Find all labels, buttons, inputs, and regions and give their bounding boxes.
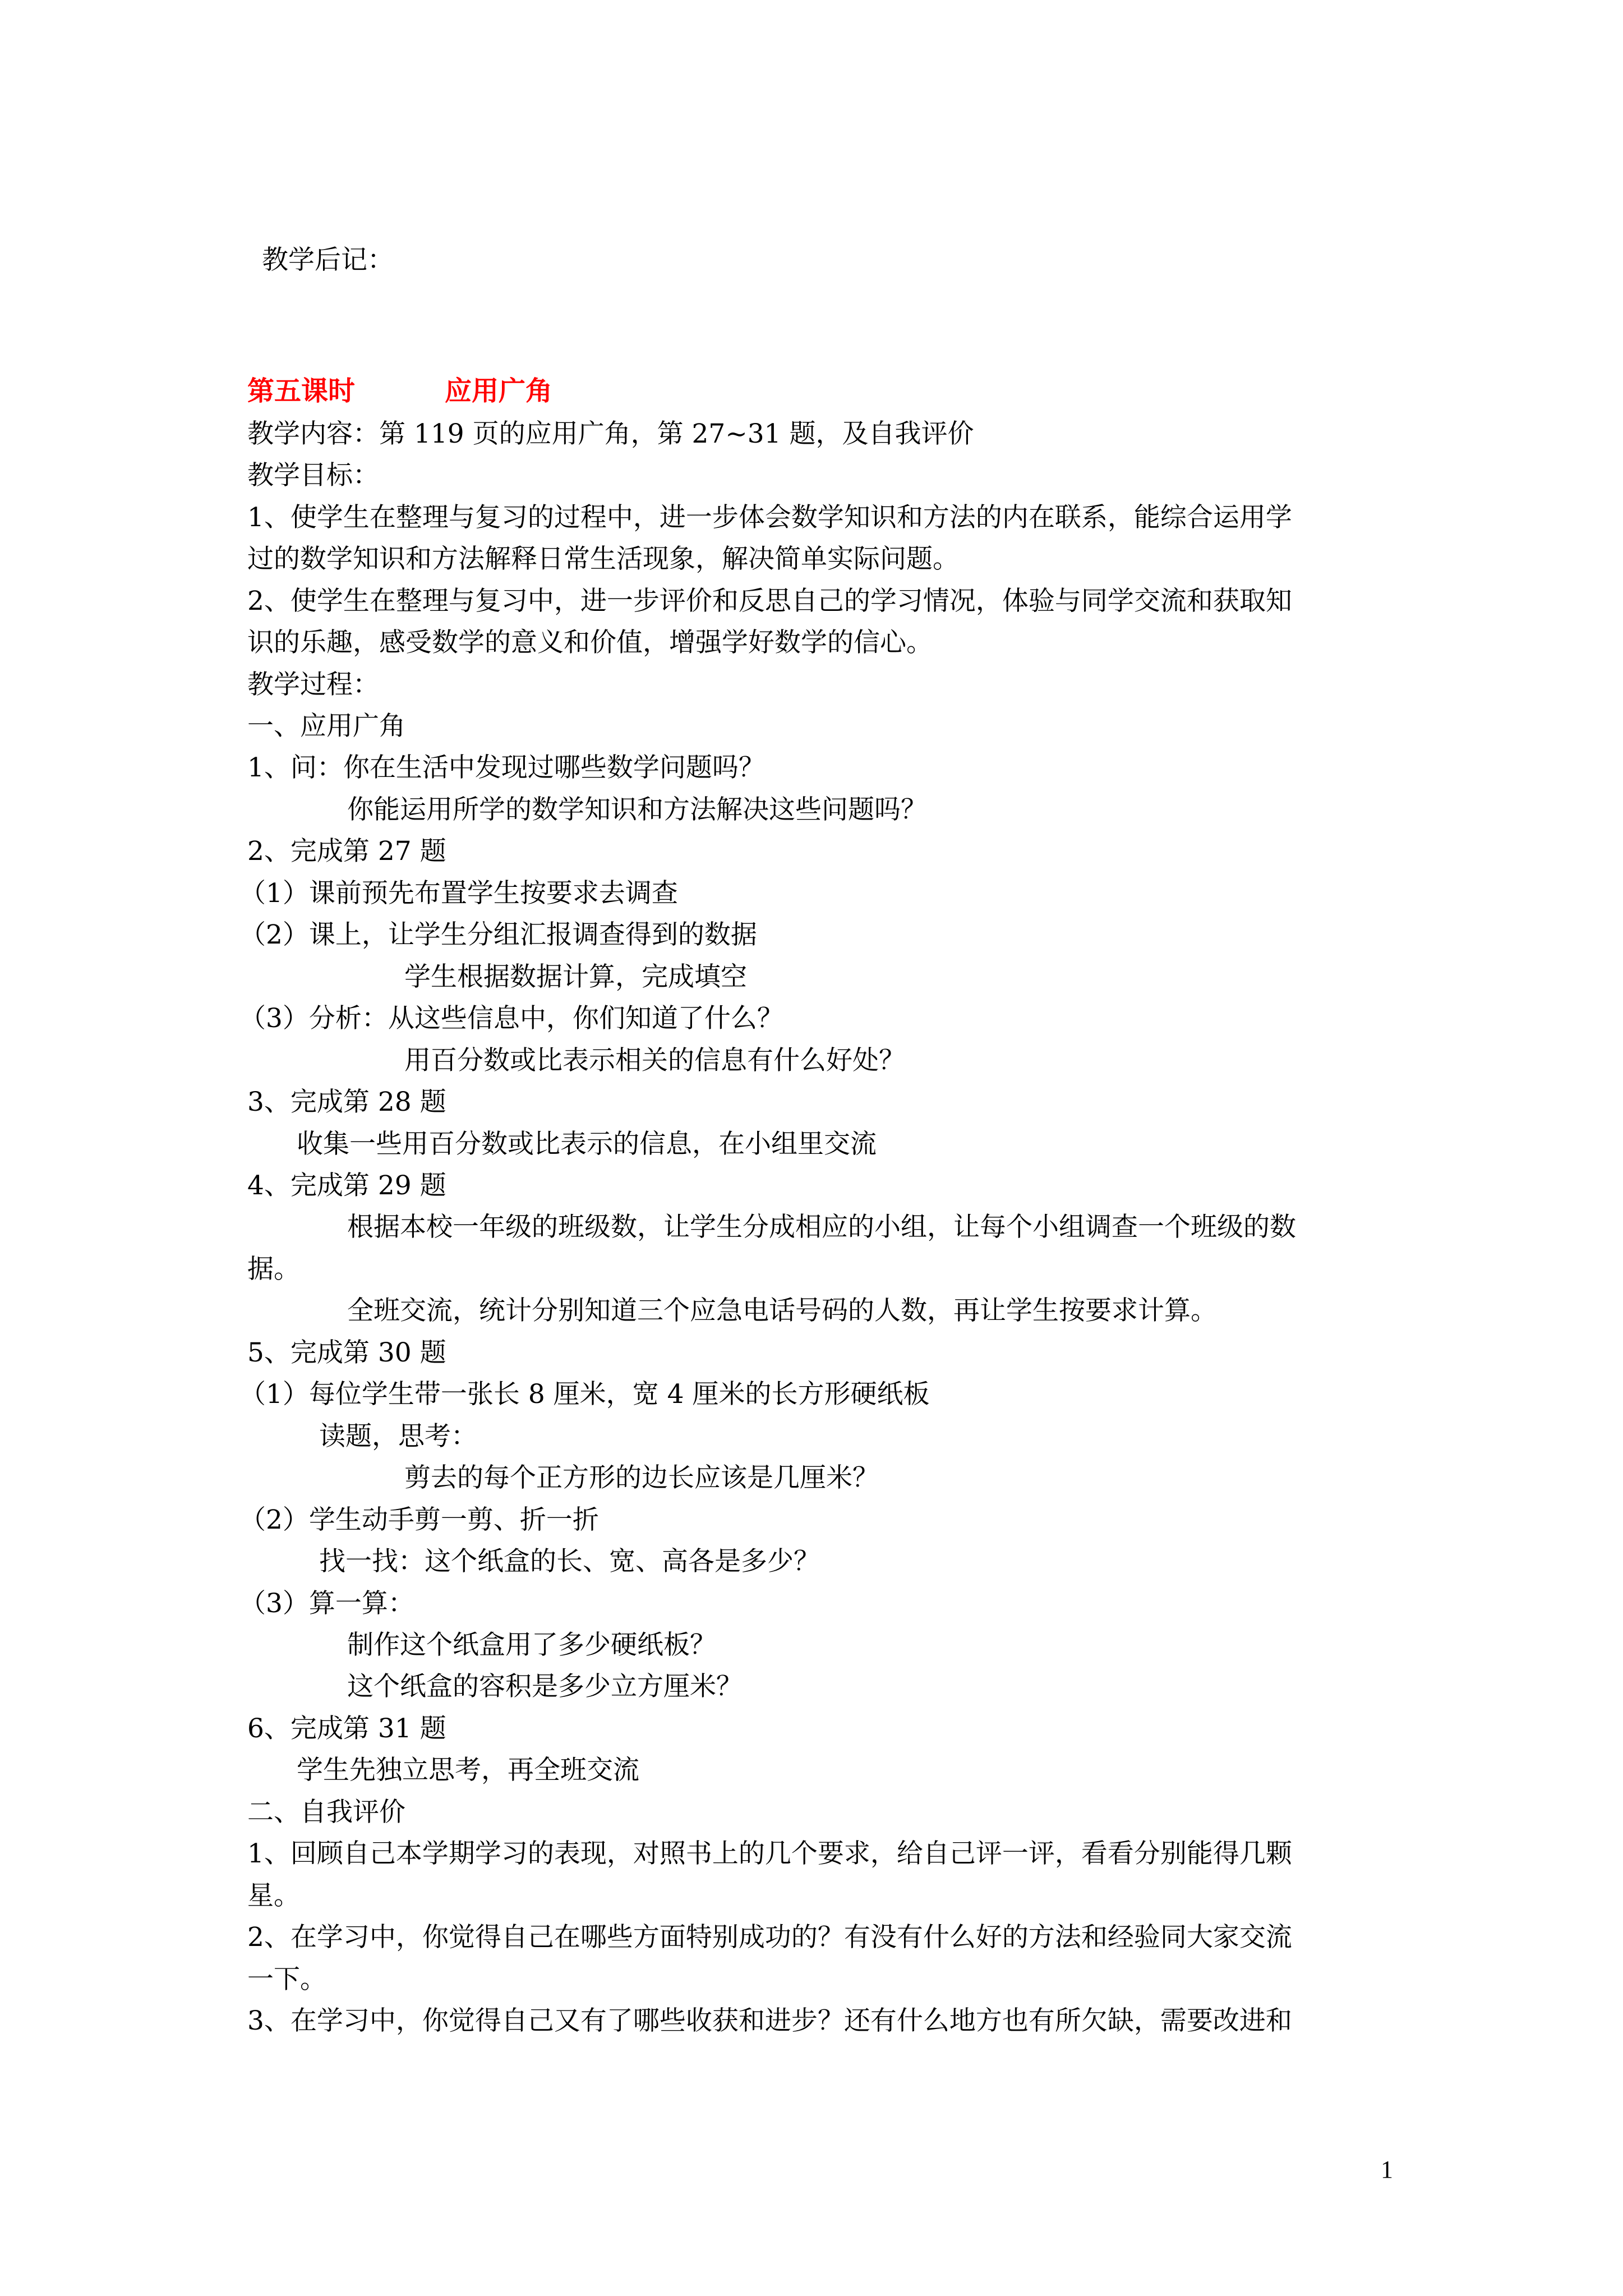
process-line: 全班交流，统计分别知道三个应急电话号码的人数，再让学生按要求计算。 <box>347 1295 1217 1326</box>
section-heading: 二、自我评价 <box>247 1797 405 1828</box>
evaluation-line: 2、在学习中，你觉得自己在哪些方面特别成功的？有没有什么好的方法和经验同大家交流 <box>247 1922 1292 1953</box>
process-label: 教学过程： <box>247 669 379 700</box>
process-line: 用百分数或比表示相关的信息有什么好处？ <box>404 1045 905 1076</box>
process-line: （3）算一算： <box>239 1588 414 1619</box>
lesson-heading <box>247 374 552 408</box>
process-line: 学生根据数据计算，完成填空 <box>404 961 747 992</box>
process-line: 2、完成第 27 题 <box>247 836 446 867</box>
goal-line: 过的数学知识和方法解释日常生活现象，解决简单实际问题。 <box>247 544 959 574</box>
evaluation-line: 一下。 <box>247 1964 326 1995</box>
process-line: 6、完成第 31 题 <box>247 1713 446 1744</box>
process-line: 制作这个纸盒用了多少硬纸板？ <box>347 1630 716 1660</box>
page-number: 1 <box>1381 2156 1393 2183</box>
section-heading: 一、应用广角 <box>247 711 405 742</box>
process-line: 这个纸盒的容积是多少立方厘米？ <box>347 1671 743 1702</box>
process-line: 3、完成第 28 题 <box>247 1087 446 1117</box>
lesson-number: 第五课时 <box>247 375 356 407</box>
process-line: （3）分析：从这些信息中，你们知道了什么？ <box>239 1003 783 1034</box>
process-line: 剪去的每个正方形的边长应该是几厘米？ <box>404 1462 879 1493</box>
goal-line: 1、使学生在整理与复习的过程中，进一步体会数学知识和方法的内在联系，能综合运用学 <box>247 502 1292 533</box>
process-line: 找一找：这个纸盒的长、宽、高各是多少？ <box>319 1546 820 1577</box>
process-line: 据。 <box>247 1254 300 1285</box>
process-line: （2）学生动手剪一剪、折一折 <box>239 1504 599 1535</box>
goal-line: 2、使学生在整理与复习中，进一步评价和反思自己的学习情况，体验与同学交流和获取知 <box>247 586 1292 616</box>
process-line: （1）每位学生带一张长 8 厘米，宽 4 厘米的长方形硬纸板 <box>239 1379 930 1410</box>
process-line: 5、完成第 30 题 <box>247 1337 446 1368</box>
process-line: 收集一些用百分数或比表示的信息，在小组里交流 <box>297 1129 877 1159</box>
postscript-label: 教学后记： <box>262 245 394 275</box>
process-line: 1、问：你在生活中发现过哪些数学问题吗？ <box>247 752 765 783</box>
evaluation-line: 1、回顾自己本学期学习的表现，对照书上的几个要求，给自己评一评，看看分别能得几颗 <box>247 1838 1292 1869</box>
process-line: 读题，思考： <box>319 1421 477 1452</box>
evaluation-line: 3、在学习中，你觉得自己又有了哪些收获和进步？还有什么地方也有所欠缺，需要改进和 <box>247 2005 1292 2036</box>
lesson-title: 应用广角 <box>445 375 553 407</box>
process-line: 你能运用所学的数学知识和方法解决这些问题吗？ <box>347 794 927 825</box>
process-line: （2）课上，让学生分组汇报调查得到的数据 <box>239 919 757 950</box>
evaluation-line: 星。 <box>247 1880 300 1911</box>
teaching-content: 教学内容：第 119 页的应用广角，第 27~31 题，及自我评价 <box>247 418 974 449</box>
process-line: 根据本校一年级的班级数，让学生分成相应的小组，让每个小组调查一个班级的数 <box>347 1212 1296 1243</box>
goal-line: 识的乐趣，感受数学的意义和价值，增强学好数学的信心。 <box>247 627 933 658</box>
process-line: 4、完成第 29 题 <box>247 1170 446 1201</box>
process-line: 学生先独立思考，再全班交流 <box>297 1755 639 1786</box>
process-line: （1）课前预先布置学生按要求去调查 <box>239 878 678 909</box>
goals-label: 教学目标： <box>247 460 379 491</box>
